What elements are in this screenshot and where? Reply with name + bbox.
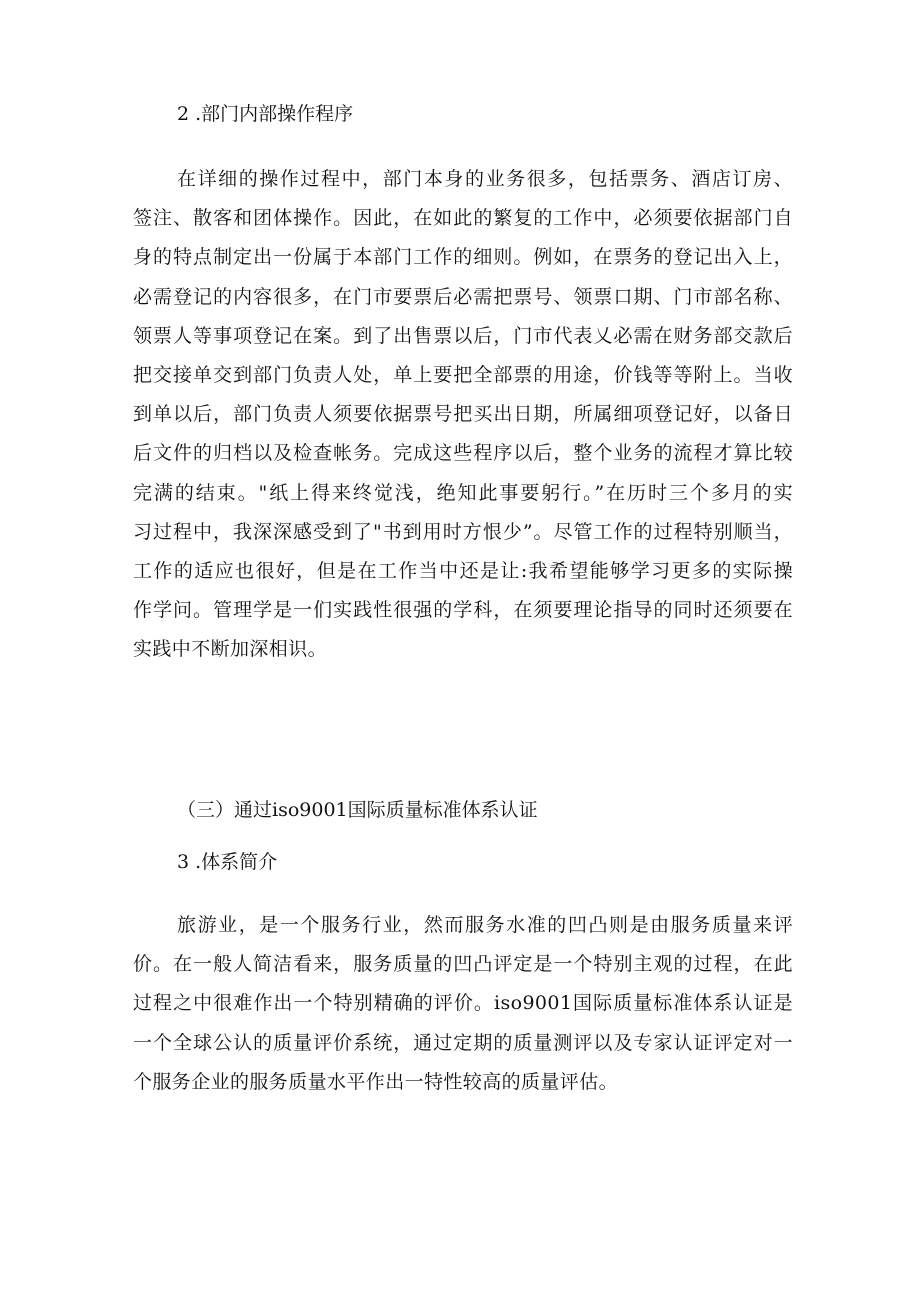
paragraph-line: 作学问。管理学是一们实践性很强的学科，在须要理论指导的同时还须要在 xyxy=(133,599,793,622)
section-2-paragraph xyxy=(133,160,793,670)
paragraph-line: 后文件的归档以及检查帐务。完成这些程序以后，整个业务的流程才算比较 xyxy=(133,442,793,465)
section-3-paragraph xyxy=(133,906,793,1102)
paragraph-line: 旅游业，是一个服务行业，然而服务水准的凹凸则是由服务质量来评 xyxy=(177,914,793,936)
paragraph-line: 过程之中很难作出一个特别精确的评价。iso9001国际质量标准体系认证是 xyxy=(133,992,793,1015)
paragraph-line: 工作的适应也很好，但是在工作当中还是让:我希望能够学习更多的实际操 xyxy=(133,560,793,583)
paragraph-line: 领票人等事项登记在案。到了出售票以后，门市代表乂必需在财务部交款后 xyxy=(133,324,793,347)
paragraph-line: 在详细的操作过程中，部门本身的业务很多，包括票务、酒店订房、 xyxy=(177,168,793,190)
paragraph-line: 价。在一般人简洁看来，服务质量的凹凸评定是一个特别主观的过程，在此 xyxy=(133,953,793,976)
paragraph-line: 习过程中，我深深感受到了"书到用时方恨少”。尽管工作的过程特别顺当， xyxy=(133,520,793,543)
paragraph-line: 一个全球公认的质量评价系统，通过定期的质量测评以及专家认证评定对一 xyxy=(133,1031,793,1054)
paragraph-line: 身的特点制定出一份属于本部门工作的细则。例如，在票务的登记出入上， xyxy=(133,246,793,269)
paragraph-line: 签注、散客和团体操作。因此，在如此的繁复的工作中，必须要依据部门自 xyxy=(133,207,793,230)
paragraph-line: 必需登记的内容很多，在门市要票后必需把票号、领票口期、门市部名称、 xyxy=(133,285,793,308)
section-3-heading: 3 .体系简介 xyxy=(177,851,278,873)
paragraph-line: 到单以后，部门负责人须要依据票号把买出日期，所属细项登记好，以备日 xyxy=(133,403,793,426)
section-2-heading: 2 .部门内部操作程序 xyxy=(177,103,354,125)
paragraph-line: 实践中不断加深相识。 xyxy=(133,638,328,661)
paragraph-line: 个服务企业的服务质量水平作出一特性较高的质量评估。 xyxy=(133,1070,619,1093)
section-3-title: （三）通过iso9001国际质量标准体系认证 xyxy=(177,799,538,821)
paragraph-line: 完满的结束。"纸上得来终觉浅，绝知此事要躬行。”在历时三个多月的实 xyxy=(133,481,793,504)
paragraph-line: 把交接单交到部门负责人处，单上要把全部票的用途，价钱等等附上。当收 xyxy=(133,364,793,387)
